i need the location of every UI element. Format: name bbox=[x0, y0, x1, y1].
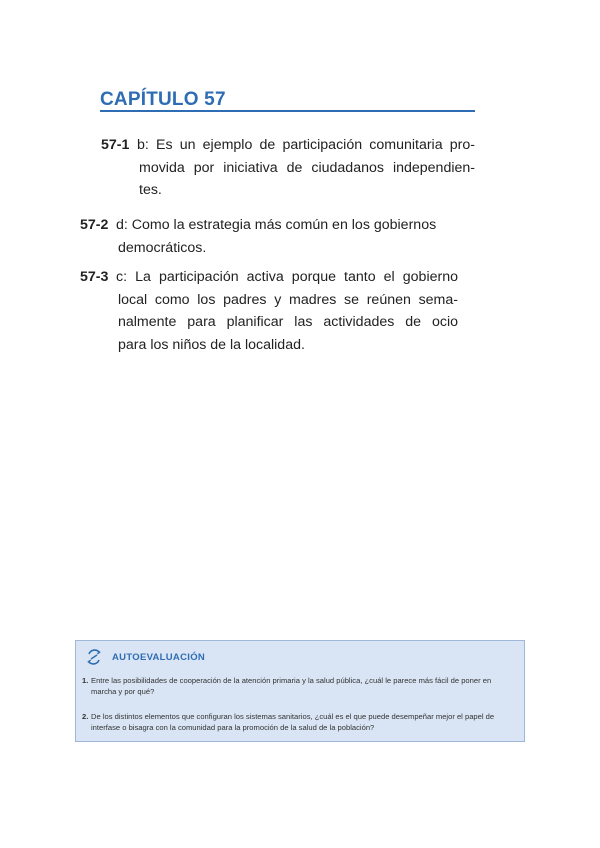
pencil-cycle-icon bbox=[86, 648, 102, 666]
answer-line: d: Como la estrategia más común en los gobiernos bbox=[116, 217, 437, 233]
chapter-title-rule bbox=[100, 110, 475, 112]
answer-line: movida por iniciativa de ciudadanos independien- bbox=[139, 159, 475, 176]
self-evaluation-header bbox=[86, 648, 205, 666]
question-text: Entre las posibilidades de cooperación de la atención primaria y la salud pública, ¿cuál le parece más fácil de poner en marcha y por qué? bbox=[91, 676, 492, 696]
answer-line: democráticos. bbox=[118, 239, 207, 256]
question-number: 1. bbox=[82, 676, 89, 685]
answer-line: c: La participación activa porque tanto el gobierno bbox=[116, 269, 458, 285]
answer-item bbox=[80, 266, 458, 356]
answer-number: 57-3 bbox=[80, 269, 109, 285]
chapter-title: CAPÍTULO 57 bbox=[100, 89, 226, 110]
question-item bbox=[82, 675, 516, 697]
self-evaluation-title: AUTOEVALUACIÓN bbox=[112, 651, 206, 663]
question-text: De los distintos elementos que configuran los sistemas sanitarios, ¿cuál es el que puede desempeñar mejor el papel de interfase o bisagra con la comunidad para la promoción de la salud de la población? bbox=[91, 712, 495, 732]
answer-item bbox=[80, 214, 470, 259]
question-number: 2. bbox=[82, 712, 89, 721]
answer-number: 57-1 bbox=[101, 137, 130, 153]
answer-line: b: Es un ejemplo de participación comunitaria pro- bbox=[137, 137, 475, 153]
answer-item bbox=[101, 134, 475, 202]
question-item bbox=[82, 711, 516, 733]
answer-line: nalmente para planificar las actividades de ocio bbox=[118, 314, 458, 331]
answer-line: local como los padres y madres se reúnen sema- bbox=[118, 291, 458, 308]
answer-number: 57-2 bbox=[80, 217, 109, 233]
self-evaluation-box bbox=[75, 640, 525, 742]
answer-line: tes. bbox=[139, 182, 162, 199]
answer-line: para los niños de la localidad. bbox=[118, 336, 305, 353]
